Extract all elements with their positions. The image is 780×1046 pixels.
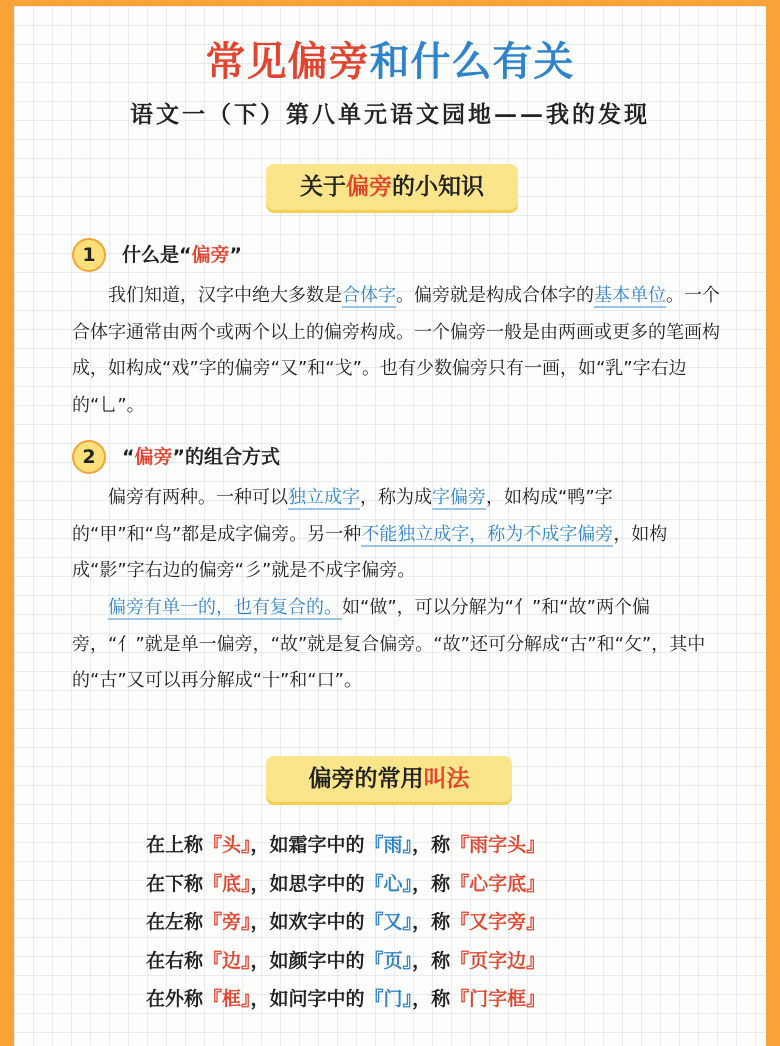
rule-call: 『页字边』	[450, 949, 546, 972]
keyword-highlight: 偏旁有单一的，也有复合的。	[108, 597, 342, 618]
rule-line	[146, 980, 545, 1019]
keyword-highlight: 基本单位	[594, 285, 666, 306]
section-2-paragraph-2	[72, 590, 737, 700]
rule-line	[146, 865, 545, 904]
rule-name: 『框』	[203, 988, 251, 1010]
rule-radical: 『页』	[364, 949, 413, 972]
rule-call: 『门字框』	[450, 988, 546, 1010]
rule-name: 『头』	[203, 834, 251, 856]
banner-highlight: 叫法	[423, 766, 470, 792]
rule-call: 『雨字头』	[450, 834, 546, 856]
title-highlight: 偏旁	[134, 446, 173, 468]
rule-position: 在左称	[146, 911, 204, 933]
rule-call: 『心字底』	[450, 872, 546, 895]
rule-text: ，称	[412, 949, 451, 972]
section-title	[122, 238, 242, 272]
rule-radical: 『心』	[364, 872, 413, 895]
text-run: ，如构成“影”字右边的偏旁“彡”就是不成字偏旁。	[72, 523, 668, 582]
text-run: 。偏旁就是构成合体字的	[396, 285, 594, 306]
keyword-highlight: 字偏旁	[432, 487, 486, 508]
rule-name: 『底』	[203, 872, 251, 895]
title-text: ”	[229, 244, 243, 266]
rule-line	[146, 903, 545, 942]
text-run: 偏旁有两种。一种可以	[108, 487, 288, 508]
rule-line	[146, 826, 545, 865]
section-number-badge: 2	[72, 440, 106, 474]
rule-text: ，称	[412, 872, 451, 895]
rule-position: 在下称	[146, 872, 204, 895]
title-text: “	[122, 446, 135, 468]
section-title	[122, 440, 280, 474]
rule-name: 『边』	[203, 949, 251, 972]
section-banner-knowledge	[266, 164, 518, 210]
title-part-red: 常见偏旁	[205, 39, 370, 85]
page-title	[0, 36, 780, 88]
rule-call: 『又字旁』	[450, 911, 546, 933]
rule-text: ，称	[412, 988, 451, 1010]
title-text: 什么是“	[122, 244, 192, 266]
section-1-paragraph	[72, 278, 737, 425]
text-run: 我们知道，汉字中绝大多数是	[108, 285, 342, 306]
rule-name: 『旁』	[203, 911, 251, 933]
title-part-blue: 和什么有关	[369, 39, 575, 85]
rule-position: 在外称	[146, 988, 204, 1010]
banner-text: 关于	[300, 174, 346, 200]
section-2-paragraph-1	[72, 480, 737, 590]
banner-text: 的小知识	[392, 174, 484, 200]
rule-position: 在上称	[146, 834, 204, 856]
keyword-highlight: 独立成字	[288, 487, 360, 508]
text-run: ，如构成“鸭”字的“甲”和“鸟”都是成字偏旁。另一种	[72, 487, 613, 545]
title-text: ”的组合方式	[172, 446, 281, 468]
text-run: 如“做”，可以分解为“亻”和“故”两个偏旁，“亻”就是单一偏旁，“故”就是复合偏旁。“故”还可分解成“古”和“攵”，其中的“古”又可以再分解成“十”和“口”。	[72, 597, 706, 692]
rule-line	[146, 942, 545, 981]
keyword-highlight: 不能独立成字，称为不成字偏旁	[361, 523, 614, 545]
keyword-highlight: 合体字	[342, 285, 396, 306]
radical-naming-rules	[146, 826, 545, 1019]
banner-highlight: 偏旁	[346, 174, 392, 200]
rule-text: ，如问字中的	[250, 988, 365, 1010]
rule-text: ，如欢字中的	[250, 911, 365, 933]
rule-radical: 『门』	[364, 988, 413, 1010]
rule-text: ，称	[412, 911, 451, 933]
section-number-badge: 1	[72, 238, 106, 272]
rule-text: ，如思字中的	[250, 872, 365, 895]
rule-radical: 『又』	[364, 911, 413, 933]
title-highlight: 偏旁	[191, 244, 230, 266]
rule-text: ，称	[412, 834, 451, 856]
rule-text: ，如颜字中的	[250, 949, 365, 972]
rule-text: ，如霜字中的	[250, 834, 365, 856]
banner-text: 偏旁的常用	[308, 766, 424, 792]
text-run: 。一个合体字通常由两个或两个以上的偏旁构成。一个偏旁一般是由两画或更多的笔画构成，如构成“戏”字的偏旁“又”和“戈”。也有少数偏旁只有一画，如“乳”字右边的“乚”。	[72, 285, 720, 417]
rule-position: 在右称	[146, 949, 204, 972]
section-banner-names	[266, 756, 512, 802]
text-run: ，称为成	[360, 487, 432, 508]
rule-radical: 『雨』	[364, 834, 413, 856]
page-subtitle: 语文一（下）第八单元语文园地——我的发现	[130, 101, 650, 128]
